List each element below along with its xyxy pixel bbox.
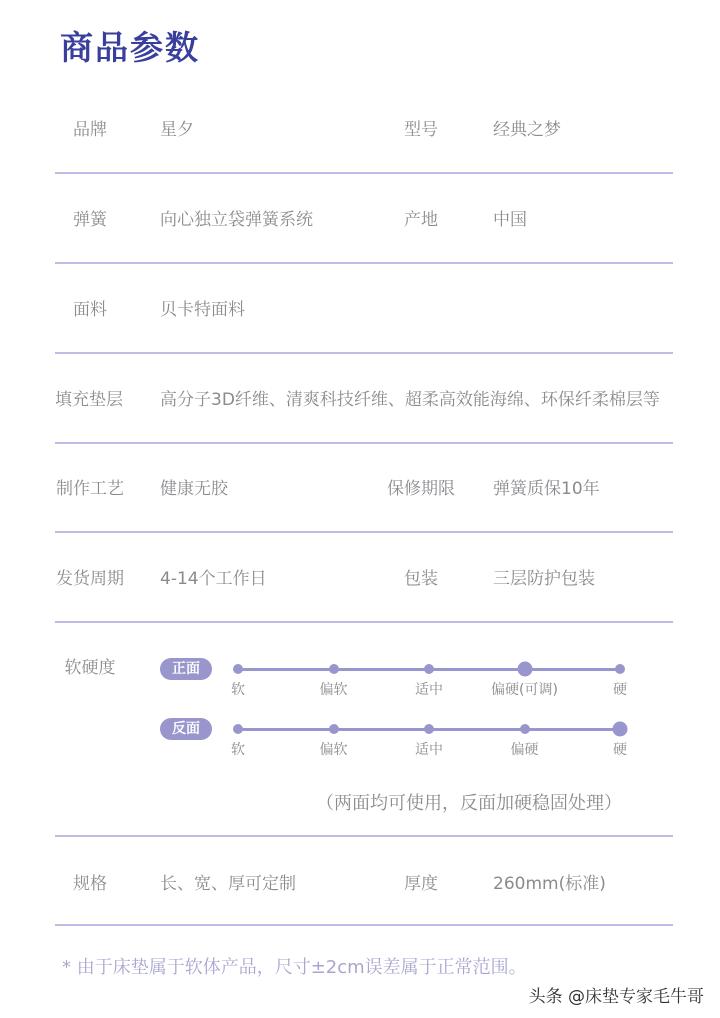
param-value: 高分子3D纤维、清爽科技纤维、超柔高效能海绵、环保纤柔棉层等 bbox=[160, 390, 660, 410]
level-dot bbox=[329, 724, 339, 734]
watermark: 头条 @床垫专家毛牛哥 bbox=[528, 987, 704, 1007]
divider bbox=[55, 352, 673, 354]
param-value: 贝卡特面料 bbox=[160, 300, 245, 320]
param-value: 健康无胶 bbox=[160, 479, 228, 499]
param-value: 中国 bbox=[493, 210, 527, 230]
spec-row bbox=[0, 874, 720, 894]
level-dot bbox=[424, 664, 434, 674]
level-dot bbox=[615, 664, 625, 674]
spec-label: 规格 bbox=[73, 874, 107, 894]
param-label: 弹簧 bbox=[73, 210, 107, 230]
level-label: 硬 bbox=[613, 742, 627, 758]
divider bbox=[55, 262, 673, 264]
param-row bbox=[0, 210, 720, 230]
param-label: 保修期限 bbox=[387, 479, 455, 499]
footnote: * 由于床垫属于软体产品，尺寸±2cm误差属于正常范围。 bbox=[62, 957, 527, 978]
divider bbox=[55, 172, 673, 174]
level-label: 适中 bbox=[415, 682, 443, 698]
param-label: 型号 bbox=[404, 120, 438, 140]
param-label: 发货周期 bbox=[56, 569, 124, 589]
level-dot bbox=[233, 664, 243, 674]
divider bbox=[55, 531, 673, 533]
level-dot bbox=[520, 724, 530, 734]
level-dot bbox=[233, 724, 243, 734]
divider bbox=[55, 442, 673, 444]
param-value: 三层防护包装 bbox=[493, 569, 595, 589]
param-value: 4-14个工作日 bbox=[160, 569, 267, 589]
param-label: 制作工艺 bbox=[56, 479, 124, 499]
param-row bbox=[0, 120, 720, 140]
level-label: 偏硬 bbox=[510, 742, 539, 758]
param-row bbox=[0, 479, 720, 499]
param-label: 产地 bbox=[404, 210, 438, 230]
level-dot bbox=[329, 664, 339, 674]
page-title: 商品参数 bbox=[60, 28, 200, 67]
level-dot bbox=[424, 724, 434, 734]
param-label: 填充垫层 bbox=[55, 390, 123, 410]
level-label: 软 bbox=[231, 742, 245, 758]
selected-level-dot bbox=[613, 722, 628, 737]
selected-level-dot bbox=[517, 662, 532, 677]
thickness-value: 260mm(标准) bbox=[493, 874, 606, 894]
firmness-note: （两面均可使用，反面加硬稳固处理） bbox=[316, 793, 622, 814]
divider bbox=[55, 621, 673, 623]
thickness-label: 厚度 bbox=[404, 874, 438, 894]
level-label: 偏软 bbox=[319, 682, 348, 698]
param-label: 品牌 bbox=[73, 120, 107, 140]
level-label: 软 bbox=[231, 682, 245, 698]
param-value: 经典之梦 bbox=[493, 120, 561, 140]
param-value: 向心独立袋弹簧系统 bbox=[160, 210, 313, 230]
firmness-label: 软硬度 bbox=[64, 658, 116, 678]
divider bbox=[55, 924, 673, 926]
back-badge: 反面 bbox=[160, 718, 212, 740]
param-row bbox=[0, 390, 720, 410]
param-row bbox=[0, 569, 720, 589]
divider bbox=[55, 835, 673, 837]
front-badge: 正面 bbox=[160, 658, 212, 680]
level-label: 适中 bbox=[415, 742, 443, 758]
param-label: 面料 bbox=[73, 300, 107, 320]
spec-value: 长、宽、厚可定制 bbox=[160, 874, 296, 894]
param-value: 星夕 bbox=[160, 120, 194, 140]
level-label: 偏软 bbox=[319, 742, 348, 758]
param-label: 包装 bbox=[404, 569, 438, 589]
level-label: 硬 bbox=[613, 682, 627, 698]
param-row bbox=[0, 300, 720, 320]
param-value: 弹簧质保10年 bbox=[493, 479, 600, 499]
level-label: 偏硬(可调) bbox=[491, 682, 558, 698]
